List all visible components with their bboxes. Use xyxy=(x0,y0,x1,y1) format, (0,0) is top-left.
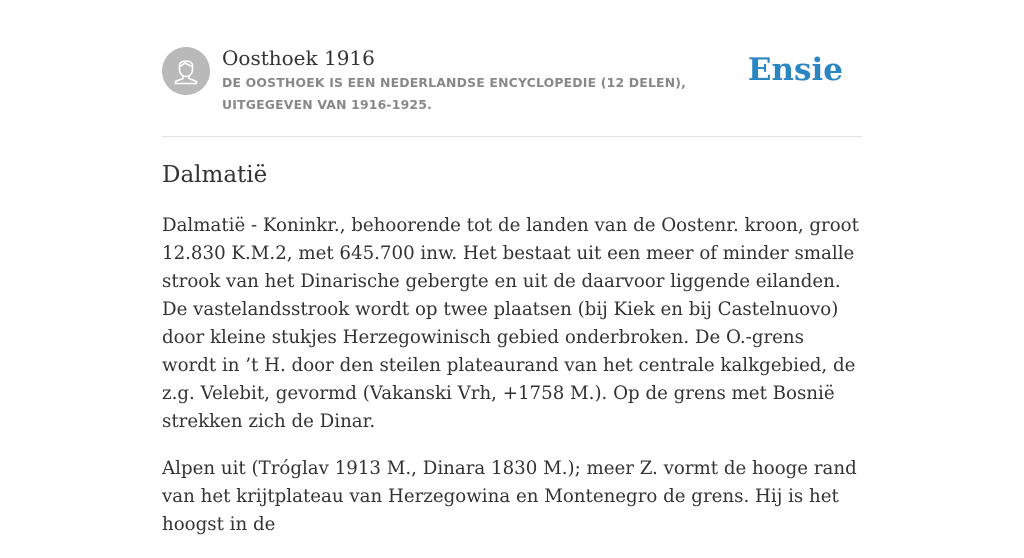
source-header xyxy=(162,44,862,137)
avatar[interactable] xyxy=(162,47,210,95)
article-paragraph: Dalmatië - Koninkr., behoorende tot de landen van de Oostenr. kroon, groot 12.830 K.M.2, met 645.700 inw. Het bestaat uit een meer of minder smalle strook van het Dinarische gebergte en uit de daarvoor liggende eilanden. De vastelandsstrook wordt op twee plaatsen (bij Kiek en bij Castelnuovo) door kleine stukjes Herzegowinisch gebied onderbroken. De O.-grens wordt in ’t H. door den steilen plateaurand van het centrale kalkgebied, de z.g. Velebit, gevormd (Vakanski Vrh, +1758 M.). Op de grens met Bosnië strekken zich de Dinar. xyxy=(162,215,859,432)
article-body xyxy=(162,212,862,558)
source-description: DE OOSTHOEK IS EEN NEDERLANDSE ENCYCLOPEDIE (12 DELEN), UITGEGEVEN VAN 1916-1925. xyxy=(222,75,687,112)
article-paragraph: Alpen uit (Tróglav 1913 M., Dinara 1830 M.); meer Z. vormt de hooge rand van het krijtplateau van Herzegowina en Montenegro de grens. Hij is het hoogst in de xyxy=(162,458,857,535)
article-title: Dalmatië xyxy=(162,162,268,188)
source-title[interactable]: Oosthoek 1916 xyxy=(222,46,375,70)
user-icon xyxy=(162,47,210,95)
brand-logo[interactable]: Ensie xyxy=(747,52,843,88)
